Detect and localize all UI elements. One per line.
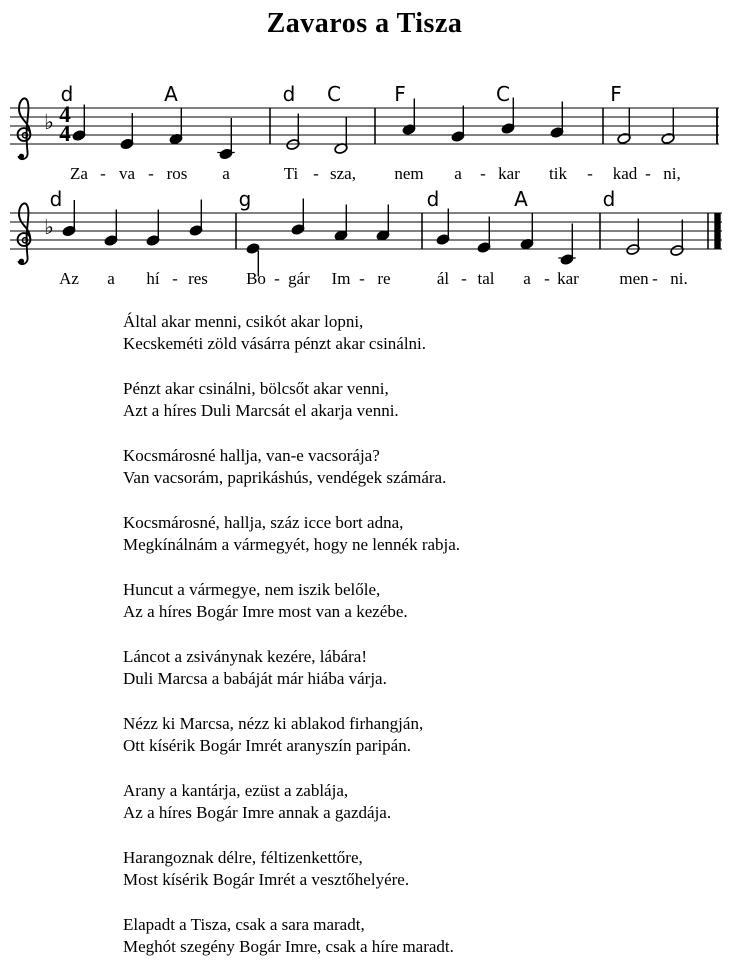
chord-label: A <box>164 82 178 106</box>
verse-line: Az a híres Bogár Imre most van a kezébe. <box>123 602 408 621</box>
lyric-syllable: va <box>118 164 136 183</box>
chord-label: A <box>514 187 528 211</box>
verse <box>123 780 460 824</box>
chord-label: d <box>49 187 63 211</box>
lyric-hyphen: - <box>100 164 106 183</box>
verse <box>123 445 460 489</box>
verse-line: Duli Marcsa a babáját már hiába várja. <box>123 669 387 688</box>
time-signature-upper: 4 <box>59 102 71 127</box>
lyric-syllable: nem <box>394 164 424 183</box>
chord-label: d <box>282 82 296 106</box>
verses <box>123 311 460 969</box>
verse-line: Meghót szegény Bogár Imre, csak a híre maradt. <box>123 937 454 956</box>
verse-line: Kocsmárosné, hallja, száz icce bort adna, <box>123 513 404 532</box>
verse-line: Arany a kantárja, ezüst a zablája, <box>123 781 349 800</box>
verse-line: Azt a híres Duli Marcsát el akarja venni. <box>123 401 399 420</box>
lyric-hyphen: - <box>461 269 467 288</box>
lyric-syllable: kar <box>557 269 579 288</box>
verse <box>123 713 460 757</box>
lyric-hyphen: - <box>645 164 651 183</box>
verse-line: Most kísérik Bogár Imrét a vesztőhelyére. <box>123 870 410 889</box>
verse-line: Huncut a vármegye, nem iszik belőle, <box>123 580 381 599</box>
verse <box>123 579 460 623</box>
verse-line: Láncot a zsiványnak kezére, lábára! <box>123 647 367 666</box>
lyric-syllable: Ti <box>283 164 299 183</box>
lyric-hyphen: - <box>148 164 154 183</box>
lyric-syllable: a <box>222 164 230 183</box>
verse <box>123 847 460 891</box>
verse-line: Van vacsorám, paprikáshús, vendégek számára. <box>123 468 447 487</box>
final-barline-thick <box>714 213 720 249</box>
lyric-syllable: a <box>523 269 531 288</box>
verse-line: Ott kísérik Bogár Imrét aranyszín paripán. <box>123 736 411 755</box>
lyric-hyphen: - <box>172 269 178 288</box>
lyric-syllable: tal <box>477 269 495 288</box>
lyric-syllable: men <box>619 269 649 288</box>
treble-clef-icon <box>19 154 24 159</box>
lyric-syllable: ni, <box>663 164 681 183</box>
lyric-hyphen: - <box>652 269 658 288</box>
lyric-syllable: Bo <box>246 269 266 288</box>
treble-clef-icon <box>19 259 24 264</box>
lyric-syllable: tik <box>549 164 567 183</box>
verse <box>123 512 460 556</box>
lyric-syllable: ros <box>166 164 188 183</box>
lyric-hyphen: - <box>480 164 486 183</box>
lyric-syllable: gár <box>288 269 310 288</box>
lyric-syllable: kad <box>612 164 638 183</box>
lyric-syllable: sza, <box>330 164 356 183</box>
chord-label: F <box>394 82 406 106</box>
lyric-hyphen: - <box>274 269 280 288</box>
verse <box>123 914 460 958</box>
lyric-syllable: Za <box>70 164 88 183</box>
chord-label: g <box>238 187 252 211</box>
verse <box>123 378 460 422</box>
music-score <box>0 0 729 310</box>
chord-label: d <box>426 187 440 211</box>
lyric-syllable: res <box>188 269 208 288</box>
chord-label: d <box>602 187 616 211</box>
lyric-syllable: Az <box>59 269 79 288</box>
flat-sign: ♭ <box>44 110 54 134</box>
lyric-hyphen: - <box>313 164 319 183</box>
lyric-syllable: kar <box>498 164 520 183</box>
lyric-syllable: ni. <box>670 269 688 288</box>
verse-line: Nézz ki Marcsa, nézz ki ablakod firhangján, <box>123 714 424 733</box>
lyric-syllable: ál <box>436 269 450 288</box>
time-signature-lower: 4 <box>59 120 71 146</box>
lyric-syllable: hí <box>146 269 160 288</box>
lyric-hyphen: - <box>544 269 550 288</box>
verse-line: Pénzt akar csinálni, bölcsőt akar venni, <box>123 379 389 398</box>
sheet-music <box>0 0 729 310</box>
lyric-hyphen: - <box>359 269 365 288</box>
verse <box>123 646 460 690</box>
verse-line: Az a híres Bogár Imre annak a gazdája. <box>123 803 392 822</box>
flat-sign: ♭ <box>44 215 54 239</box>
chord-label: C <box>496 82 510 106</box>
lyric-syllable: Im <box>331 269 351 288</box>
verse <box>123 311 460 355</box>
lyric-hyphen: - <box>587 164 593 183</box>
verse-line: Harangoznak délre, féltizenkettőre, <box>123 848 363 867</box>
page-title: Zavaros a Tisza <box>266 8 463 39</box>
lyric-syllable: a <box>107 269 115 288</box>
verse-line: Kocsmárosné hallja, van-e vacsorája? <box>123 446 380 465</box>
verse-line: Által akar menni, csikót akar lopni, <box>123 312 364 331</box>
chord-label: d <box>60 82 74 106</box>
lyric-syllable: a <box>454 164 462 183</box>
chord-label: F <box>610 82 622 106</box>
verse-line: Kecskeméti zöld vásárra pénzt akar csinálni. <box>123 334 427 353</box>
chord-label: C <box>327 82 341 106</box>
verse-line: Megkínálnám a vármegyét, hogy ne lennék rabja. <box>123 535 461 554</box>
lyric-syllable: re <box>377 269 391 288</box>
verse-line: Elapadt a Tisza, csak a sara maradt, <box>123 915 365 934</box>
